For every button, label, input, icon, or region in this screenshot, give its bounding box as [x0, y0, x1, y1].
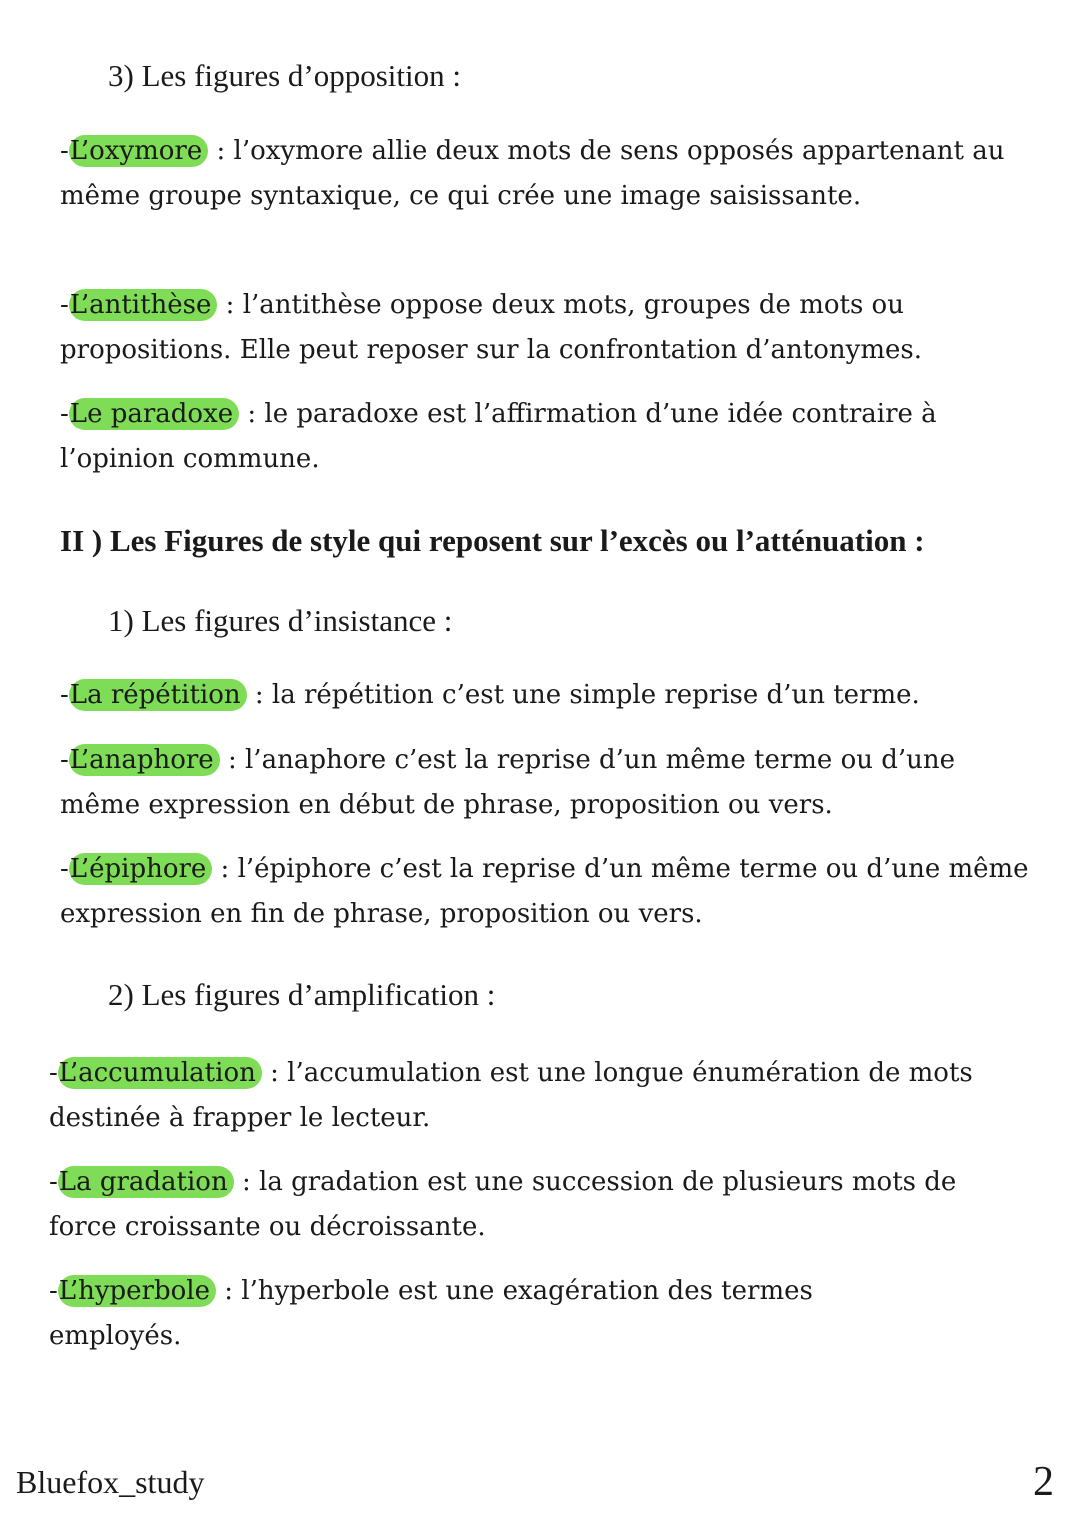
list-dash: -: [60, 136, 69, 166]
term-highlight: La gradation: [58, 1166, 234, 1198]
term-highlight: L’antithèse: [69, 289, 218, 321]
list-dash: -: [60, 745, 69, 775]
list-dash: -: [60, 854, 69, 884]
term-highlight: L’hyperbole: [58, 1275, 216, 1307]
term-highlight: La répétition: [69, 679, 247, 711]
definition-accumulation: [49, 1051, 1024, 1141]
list-dash: -: [49, 1167, 58, 1197]
definition-epiphore: [60, 847, 1035, 937]
section-title-amplification: 2) Les figures d’amplification :: [108, 977, 496, 1012]
term-highlight: L’épiphore: [69, 853, 213, 885]
list-dash: -: [49, 1058, 58, 1088]
definition-text: : l’accumulation est une longue énumération de mots destinée à frapper le lecteur.: [49, 1058, 973, 1133]
definition-text: : l’anaphore c’est la reprise d’un même terme ou d’une même expression en début de phrase, proposition ou vers.: [60, 745, 956, 820]
term-highlight: L’anaphore: [69, 744, 220, 776]
definition-anaphore: [60, 738, 1035, 828]
definition-paradoxe: [60, 392, 1035, 482]
definition-text: : le paradoxe est l’affirmation d’une idée contraire à l’opinion commune.: [60, 399, 937, 474]
term-highlight: Le paradoxe: [69, 398, 239, 430]
definition-text: : la répétition c’est une simple reprise d’un terme.: [246, 680, 920, 710]
list-dash: -: [60, 680, 69, 710]
definition-text: : l’oxymore allie deux mots de sens opposés appartenant au même groupe syntaxique, ce qui crée une image saisissante.: [60, 136, 1005, 211]
definition-text: : l’épiphore c’est la reprise d’un même terme ou d’une même expression en fin de phrase, proposition ou vers.: [60, 854, 1029, 929]
definition-text: : l’hyperbole est une exagération des termes employés.: [49, 1276, 813, 1351]
list-dash: -: [49, 1276, 58, 1306]
section-title-opposition: 3) Les figures d’opposition :: [108, 58, 462, 93]
definition-antithese: [60, 283, 1035, 373]
section-title-insistance: 1) Les figures d’insistance :: [108, 603, 453, 638]
page-number: 2: [1033, 1459, 1054, 1505]
definition-hyperbole: [49, 1269, 949, 1359]
definition-text: : la gradation est une succession de plusieurs mots de force croissante ou décroissante.: [49, 1167, 957, 1242]
definition-repetition: [60, 673, 1035, 718]
list-dash: -: [60, 399, 69, 429]
definition-gradation: [49, 1160, 1024, 1250]
list-dash: -: [60, 290, 69, 320]
term-highlight: L’oxymore: [69, 135, 208, 167]
part-heading: II ) Les Figures de style qui reposent sur l’excès ou l’atténuation :: [60, 523, 925, 558]
term-highlight: L’accumulation: [58, 1057, 262, 1089]
definition-oxymore: [60, 129, 1035, 219]
definition-text: : l’antithèse oppose deux mots, groupes de mots ou propositions. Elle peut reposer sur la confrontation d’antonymes.: [60, 290, 922, 365]
footer-brand: Bluefox_study: [16, 1464, 205, 1500]
